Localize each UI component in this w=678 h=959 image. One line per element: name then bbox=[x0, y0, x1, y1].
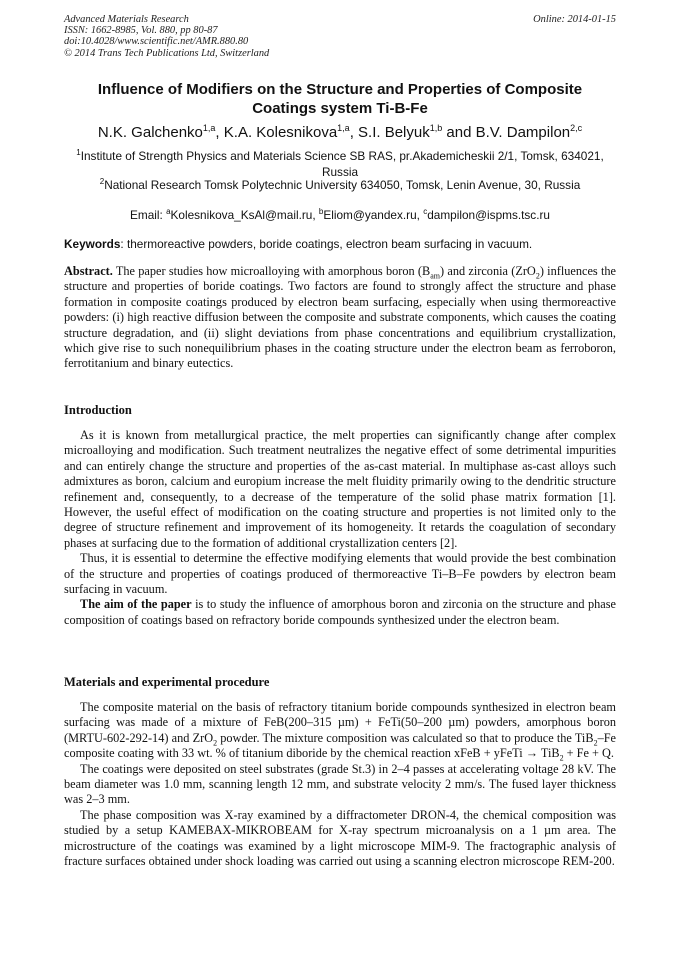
author-affiliation-mark: 1,a bbox=[202, 123, 216, 133]
abstract-label: Abstract. bbox=[64, 264, 113, 278]
intro-paragraph-2: Thus, it is essential to determine the effective modifying elements that would provide the best combination of the structure and properties of coatings produced of thermoreactive Ti–B–Fe powders by electron beam surfacing in vacuum. bbox=[64, 551, 616, 597]
online-date: Online: 2014-01-15 bbox=[533, 14, 616, 25]
author-name: N.K. Galchenko bbox=[97, 124, 203, 141]
email-address: Eliom@yandex.ru bbox=[323, 208, 417, 222]
author-separator: and bbox=[442, 124, 476, 141]
introduction-heading: Introduction bbox=[64, 403, 132, 417]
abstract bbox=[64, 264, 616, 372]
author-name: S.I. Belyuk bbox=[358, 124, 430, 141]
journal-issn: ISSN: 1662-8985, Vol. 880, pp 80-87 bbox=[64, 25, 218, 37]
methods-text: The composite material on the basis of refractory titanium boride compounds synthesized in electron beam surfacing was made of a mixture of FeB(200–315 µm) + FeTi(50–200 µm) powders, amorphous boron (MRTU-602-292-14) and ZrO bbox=[64, 700, 616, 745]
title-line-1: Influence of Modifiers on the Structure and Properties of Composite bbox=[97, 81, 583, 98]
affiliation-text: Institute of Strength Physics and Materials Science SB RAS, pr.Akademicheskii 2/1, Tomsk, 634021, Russia bbox=[80, 149, 604, 179]
abstract-subscript: am bbox=[430, 271, 440, 281]
methods-paragraph-1 bbox=[64, 700, 616, 762]
journal-doi: doi:10.4028/www.scientific.net/AMR.880.80 bbox=[64, 36, 249, 48]
abstract-text: ) and zirconia (ZrO bbox=[440, 264, 536, 278]
paper-title bbox=[64, 81, 616, 118]
affiliation-2 bbox=[64, 178, 616, 194]
methods-text: powder. The mixture composition was calculated so that to produce the TiB bbox=[217, 730, 594, 745]
journal-header bbox=[64, 14, 616, 59]
affiliation-mark: 1 bbox=[76, 148, 81, 158]
introduction-section bbox=[64, 428, 616, 628]
keywords bbox=[64, 237, 616, 252]
aim-label: The aim of the paper bbox=[80, 597, 192, 612]
methods-paragraph-3: The phase composition was X-ray examined by a diffractometer DRON-4, the chemical composition was studied by a setup KAMEBAX-MIKROBEAM for X-ray spectrum microanalysis on a 1 µm area. The microstructure of the coatings was examined by a light microscope MIM-9. The fractographic analysis of fracture surfaces obtained under shock loading was carried out using a scanning electron microscope REM-200. bbox=[64, 807, 616, 869]
keywords-label: Keywords bbox=[64, 237, 121, 251]
email-address: Kolesnikova_KsAl@mail.ru bbox=[170, 208, 313, 222]
journal-copyright: © 2014 Trans Tech Publications Ltd, Switzerland bbox=[64, 47, 270, 59]
abstract-subscript: 2 bbox=[535, 271, 540, 281]
intro-paragraph-3 bbox=[64, 597, 616, 628]
aim-text: is to study the influence of amorphous boron and zirconia on the structure and phase composition of coatings based on refractory boride compounds synthesized under the electron beam. bbox=[64, 597, 617, 627]
intro-paragraph-1: As it is known from metallurgical practice, the melt properties can significantly change after complex microalloying and modification. Such treatment neutralizes the negative effect of some detrimental impurities and can entirely change the structure and properties of the as-cast material. In multiphase as-cast alloys such admixtures as boron, calcium and europium increase the melt fluidity primarily owing to the dendritic structure refinement and, consequently, to a decrease of the temperature of the solid phase matrix formation [1]. However, the useful effect of modification on the coating structure and properties is not limited only to the degree of structure refinement and improvement of its homogeneity. It retards the coagulation of secondary phases at surfacing due to the formation of additional crystallization centers [2]. bbox=[64, 428, 616, 550]
affiliation-1 bbox=[64, 149, 616, 180]
methods-text: + Fe + Q. bbox=[563, 746, 614, 761]
author-separator: , bbox=[349, 124, 359, 141]
abstract-text: ) influences the structure and properties of boride coatings. Two factors are found to strongly affect the structure and phase formation in composite coatings produced by electron beam surfacing, especially when using thermoreactive powders: (i) high reactive diffusion between the composite and substrate components, which causes the coating structure degradation, and (ii) slight deviations from phase concentrations and equilibrium crystallization, which give rise to such nonequilibrium phases in the coating structure under the electron beam as ferroboron, ferrotitanium and binary eutectics. bbox=[64, 264, 616, 371]
email-separator: , bbox=[416, 208, 424, 222]
affiliation-mark: 2 bbox=[99, 177, 105, 187]
methods-subscript: 2 bbox=[593, 738, 598, 748]
author-affiliation-mark: 1,a bbox=[337, 123, 350, 133]
author-affiliation-mark: 1,b bbox=[429, 123, 443, 133]
methods-heading: Materials and experimental procedure bbox=[64, 675, 270, 689]
email-label: Email: bbox=[130, 208, 167, 222]
journal-name: Advanced Materials Research bbox=[64, 14, 189, 25]
email-separator: , bbox=[312, 208, 319, 222]
author-separator: , bbox=[215, 124, 224, 141]
abstract-text: The paper studies how microalloying with amorphous boron (B bbox=[112, 264, 431, 278]
email-address: dampilon@ispms.tsc.ru bbox=[427, 208, 550, 222]
author-affiliation-mark: 2,c bbox=[570, 123, 583, 133]
email-mark: c bbox=[423, 207, 428, 217]
email-line bbox=[64, 208, 616, 223]
abstract-paragraph bbox=[64, 264, 616, 372]
email-mark: a bbox=[166, 207, 171, 217]
title-line-2: Coatings system Ti-B-Fe bbox=[252, 99, 428, 117]
methods-paragraph-2: The coatings were deposited on steel substrates (grade St.3) in 2–4 passes at accelerating voltage 28 kV. The beam diameter was 1.0 mm, scanning length 12 mm, and substrate velocity 2 mm/s. The fused layer thickness was 2–3 mm. bbox=[64, 761, 616, 807]
email-mark: b bbox=[318, 207, 324, 217]
author-name: K.A. Kolesnikova bbox=[223, 124, 338, 141]
methods-text: –Fe composite coating with 33 wt. % of titanium diboride by the chemical reaction xFeB + yFeTi → TiB bbox=[64, 730, 617, 761]
author-list bbox=[64, 124, 616, 142]
author-name: B.V. Dampilon bbox=[475, 124, 571, 141]
methods-section bbox=[64, 700, 616, 869]
affiliation-text: National Research Tomsk Polytechnic University 634050, Tomsk, Lenin Avenue, 30, Russia bbox=[104, 178, 581, 192]
keywords-text: : thermoreactive powders, boride coatings, electron beam surfacing in vacuum. bbox=[120, 237, 533, 251]
methods-subscript: 2 bbox=[559, 753, 564, 763]
methods-subscript: 2 bbox=[213, 738, 218, 748]
